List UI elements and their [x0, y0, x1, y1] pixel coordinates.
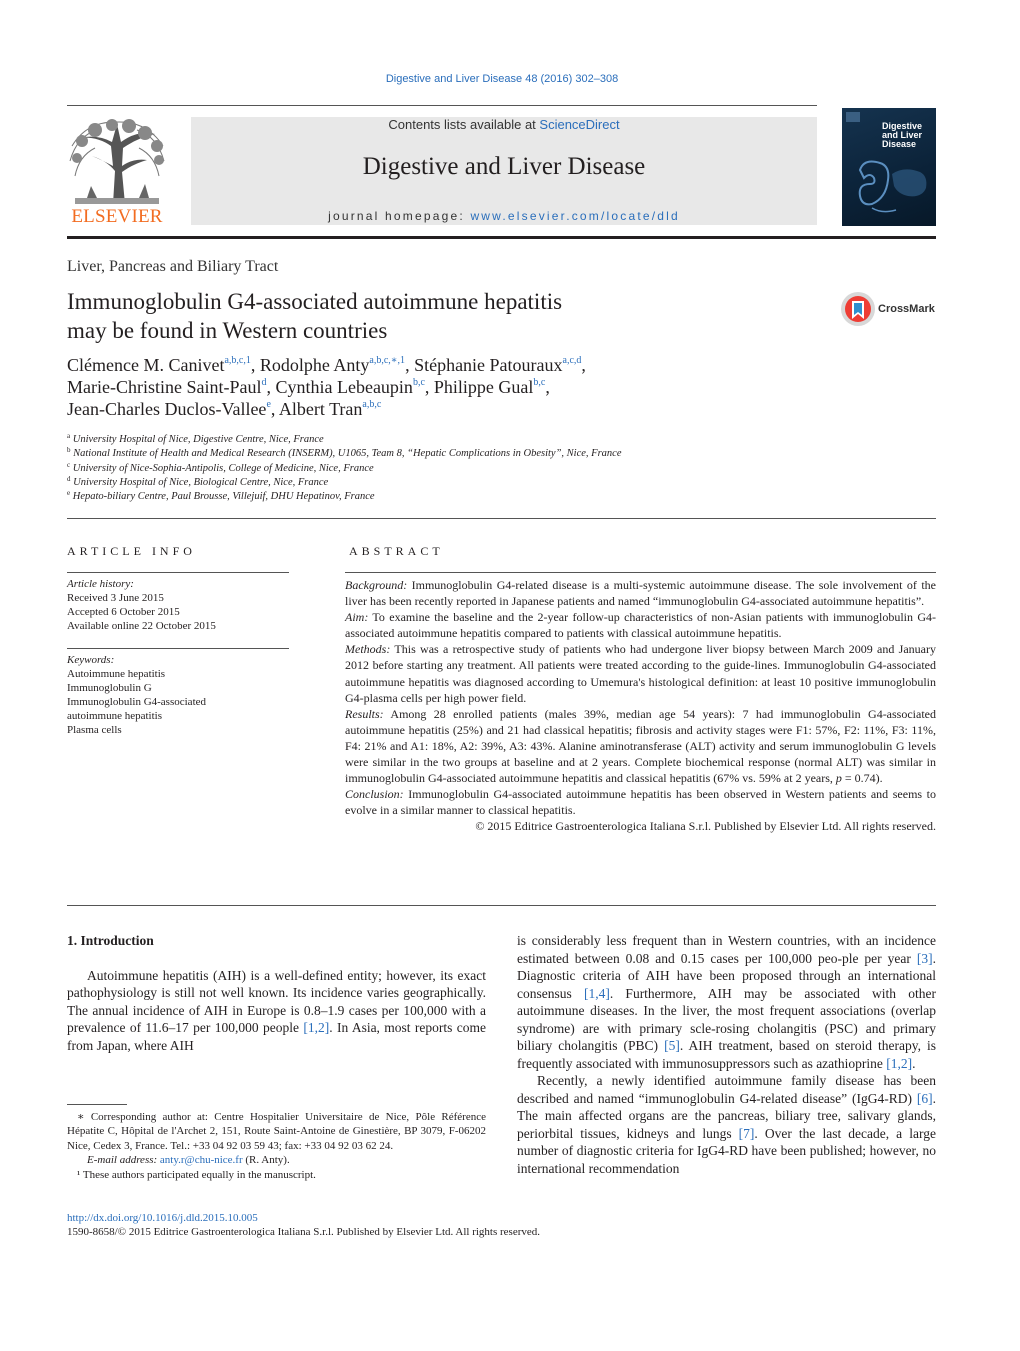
author-separator: ,	[405, 355, 415, 375]
author-affiliation-marks[interactable]: a,b,c,∗,1	[369, 355, 406, 366]
author-line-3	[67, 398, 937, 420]
affiliation-list	[67, 433, 937, 504]
elsevier-logo	[67, 116, 167, 228]
paragraph-text: .	[912, 1055, 916, 1071]
intro-paragraph-1-cont	[517, 932, 936, 1072]
affiliation-mark: e	[67, 489, 71, 498]
abstract-aim	[345, 609, 936, 641]
corresponding-author-note: ∗ Corresponding author at: Centre Hospitalier Universitaire de Nice, Pôle Référence Hépatite C, Hôpital de l'Archet 2, 151, Route Saint-Antoine de Ginestière, BP 3079, F-06202 Nice, Cedex 3, France. Tel.: +33 04 92 03 59 43; fax: +33 04 92 03 62 24.	[67, 1111, 486, 1152]
author-name[interactable]: Clémence M. Canivet	[67, 355, 225, 375]
author-separator: ,	[545, 377, 550, 397]
history-label: Article history:	[67, 578, 134, 590]
affiliation-mark: b	[67, 446, 71, 455]
citation-link[interactable]: [1,2]	[886, 1055, 913, 1071]
paragraph-text: . Diagnostic criteria of AIH have been proposed through an international consensus	[517, 950, 936, 1001]
author-name[interactable]: Cynthia Lebeaupin	[275, 377, 413, 397]
author-affiliation-marks[interactable]: b,c	[412, 377, 425, 388]
abstract-conclusion	[345, 786, 936, 818]
author-name[interactable]: Stéphanie Patouraux	[414, 355, 563, 375]
author-list	[67, 354, 937, 420]
paragraph-text: is considerably less frequent than in Western countries, with an incidence estimated between 0.08 and 0.15 cases per 100,000 peo-ple per year	[517, 933, 936, 966]
article-info-rule	[67, 572, 289, 573]
aim-label: Aim:	[345, 610, 369, 625]
results-p-symbol: p	[835, 771, 842, 786]
intro-paragraph-2	[517, 1072, 936, 1177]
homepage-prefix: journal homepage:	[328, 209, 471, 223]
email-link[interactable]: anty.r@chu-nice.fr	[159, 1154, 243, 1167]
article-title-line-2: may be found in Western countries	[67, 318, 388, 343]
online-date: Available online 22 October 2015	[67, 620, 216, 632]
affiliation-text: Hepato-biliary Centre, Paul Brousse, Villejuif, DHU Hepatinov, France	[72, 491, 375, 503]
background-text: Immunoglobulin G4-related disease is a multi-systemic autoimmune disease. The sole involvement of the liver has been recently reported in Japanese patients and named “immunoglobulin G4-associated autoimmune hepatitis”.	[345, 578, 936, 609]
abstract-background	[345, 577, 936, 609]
footnote-rule	[67, 1104, 127, 1105]
author-affiliation-marks[interactable]: a,b,c	[362, 399, 382, 410]
journal-homepage-link[interactable]: www.elsevier.com/locate/dld	[470, 209, 680, 223]
homepage-line	[191, 209, 817, 223]
article-title	[67, 287, 767, 345]
affiliation-mark: c	[67, 460, 71, 469]
citation-link[interactable]: [1,2]	[303, 1020, 330, 1035]
citation-link[interactable]: [7]	[738, 1125, 755, 1141]
citation-link[interactable]: [6]	[916, 1090, 933, 1106]
keyword-item: Autoimmune hepatitis	[67, 668, 166, 680]
aim-text: To examine the baseline and the 2-year follow-up characteristics of non-Asian patients with immunoglobulin G4-associated autoimmune hepatitis compared to patients with classical autoimmune hepatitis.	[345, 610, 936, 641]
affiliation-text: University of Nice-Sophia-Antipolis, College of Medicine, Nice, France	[72, 462, 374, 474]
affiliation-item	[67, 433, 937, 447]
affiliations-rule	[67, 518, 936, 519]
author-name[interactable]: Rodolphe Anty	[259, 355, 370, 375]
header-bottom-rule	[67, 236, 936, 239]
journal-banner	[191, 117, 817, 225]
abstract-results	[345, 706, 936, 786]
affiliation-mark: a	[67, 432, 71, 440]
article-history	[67, 577, 289, 633]
journal-cover-image	[842, 108, 936, 226]
abstract-rule	[345, 572, 936, 573]
body-column-right	[517, 932, 936, 1177]
crossmark-button[interactable]	[840, 291, 940, 329]
elsevier-wordmark: ELSEVIER	[71, 206, 163, 227]
author-separator: ,	[250, 355, 260, 375]
journal-title: Digestive and Liver Disease	[362, 153, 646, 180]
paragraph-text: . The main affected organs are the pancreas, biliary tree, salivary glands, periorbital tissues, kidneys and lungs	[517, 1090, 936, 1141]
conclusion-text: Immunoglobulin G4-associated autoimmune hepatitis has been observed in Western patients and seems to evolve in a similar manner to classical hepatitis.	[345, 787, 936, 818]
header-top-rule	[67, 105, 817, 106]
affiliation-text: National Institute of Health and Medical Research (INSERM), U1065, Team 8, “Hepatic Complications in Obesity”, Nice, France	[73, 448, 622, 460]
affiliation-text: University Hospital of Nice, Digestive Centre, Nice, France	[72, 434, 324, 445]
author-affiliation-marks[interactable]: d	[261, 377, 267, 388]
author-separator: ,	[581, 355, 586, 375]
results-label: Results:	[345, 706, 384, 721]
crossmark-label: CrossMark	[878, 303, 935, 315]
keyword-item: Immunoglobulin G	[67, 682, 152, 694]
author-name[interactable]: Marie-Christine Saint-Paul	[67, 377, 262, 397]
paragraph-text: . In Asia, most reports come from Japan, where AIH	[67, 1020, 486, 1053]
crossmark-icon	[840, 291, 876, 327]
email-label: E-mail address:	[87, 1154, 160, 1167]
affiliation-item	[67, 462, 937, 476]
keywords-block	[67, 653, 289, 737]
author-separator: ,	[266, 377, 276, 397]
author-affiliation-marks[interactable]: a,b,c,1	[224, 355, 251, 366]
introduction-heading: 1. Introduction	[67, 933, 154, 948]
citation-link[interactable]: [5]	[664, 1038, 680, 1053]
paragraph-text: . Furthermore, AIH may be associated with other autoimmune diseases. In the liver, the most frequent associations (overlap syndrome) are with primary scle-rosing cholangitis (PSC) and primary biliary cholangitis (PBC)	[517, 985, 936, 1053]
paragraph-text: . AIH treatment, based on steroid therapy, is frequently associated with immunosuppressors such as azathioprine	[517, 1038, 936, 1071]
citation-link[interactable]: [3]	[916, 950, 933, 966]
author-name[interactable]: Jean-Charles Duclos-Vallee	[67, 399, 267, 419]
results-text: Among 28 enrolled patients (males 39%, median age 54 years): 7 had immunoglobulin G4-associated autoimmune hepatitis (25%) and 21 had classical hepatitis; fibrosis and activity stages were F1: 57%, F2: 11%, F3: 11%, F4: 21% and A1: 18%, A2: 39%, A3: 43%. Alanine aminotransferase (ALT) activity and serum immunoglobulin G levels were similar in the two groups at baseline and at 2 years. Complete biochemical response (normal ALT) was similar in immunoglobulin G4-associated autoimmune hepatitis and classical hepatitis (67% vs. 59% at 2 years,	[345, 706, 936, 786]
affiliation-item	[67, 476, 937, 490]
author-affiliation-marks[interactable]: b,c	[533, 377, 546, 388]
methods-label: Methods:	[345, 642, 391, 657]
contents-prefix: Contents lists available at	[388, 117, 540, 132]
footnotes	[67, 1110, 486, 1182]
email-suffix: (R. Anty).	[242, 1154, 290, 1167]
citation-link[interactable]: [1,4]	[583, 985, 610, 1001]
abstract-methods	[345, 641, 936, 705]
results-end: = 0.74).	[841, 771, 883, 786]
author-name[interactable]: Philippe Gual	[433, 377, 534, 397]
author-separator: ,	[424, 377, 434, 397]
author-line-1	[67, 354, 937, 376]
paragraph-text: Autoimmune hepatitis (AIH) is a well-defined entity; however, its exact pathophysiology is still not well known. Its incidence varies geographically. The annual incidence of AIH in Europe is 0.8–1.9 cases per 100,000 with a prevalence of 11.6–17 per 100,000 people	[67, 967, 486, 1035]
keyword-item: Immunoglobulin G4-associated	[67, 696, 207, 708]
author-name[interactable]: Albert Tran	[278, 399, 363, 419]
doi-link[interactable]: http://dx.doi.org/10.1016/j.dld.2015.10.005	[67, 1212, 258, 1224]
author-separator: ,	[270, 399, 279, 419]
methods-text: This was a retrospective study of patients who had undergone liver biopsy between March 2009 and January 2012 before starting any treatment. All patients were treated according to the guide-lines. Immunoglobulin G4-associated autoimmune hepatitis was diagnosed according to Umemura's histological definition: at least 10 positive immunoglobulin G4-plasma cells per high power field.	[345, 642, 936, 705]
affiliation-item	[67, 447, 937, 461]
email-note	[67, 1153, 486, 1167]
affiliation-item	[67, 490, 937, 504]
keyword-item: Plasma cells	[67, 724, 122, 736]
keywords-rule	[67, 648, 289, 649]
article-title-line-1: Immunoglobulin G4-associated autoimmune hepatitis	[67, 289, 563, 314]
cover-organ-icon	[842, 108, 936, 226]
sciencedirect-link[interactable]: ScienceDirect	[539, 117, 620, 132]
issn-copyright: 1590-8658/© 2015 Editrice Gastroenterologica Italiana S.r.l. Published by Elsevier Ltd. All rights reserved.	[67, 1226, 541, 1238]
conclusion-label: Conclusion:	[345, 787, 404, 802]
background-label: Background:	[345, 578, 408, 592]
contents-line	[191, 117, 817, 132]
paragraph-text: . Over the last decade, a large number of diagnostic criteria for IgG4-RD have been published; however, no international recommendation	[517, 1125, 936, 1176]
affiliation-mark: d	[67, 474, 71, 483]
accepted-date: Accepted 6 October 2015	[67, 606, 180, 618]
equal-contribution-note: ¹ These authors participated equally in the manuscript.	[77, 1168, 316, 1181]
elsevier-tree-icon	[67, 116, 167, 208]
author-line-2	[67, 376, 937, 398]
cover-title: Digestive and Liver Disease	[882, 121, 923, 149]
journal-reference-link[interactable]: Digestive and Liver Disease 48 (2016) 302–308	[385, 73, 619, 85]
received-date: Received 3 June 2015	[67, 592, 164, 604]
paragraph-text: Recently, a newly identified autoimmune family disease has been described and named “immunoglobulin G4-related disease” (IgG4-RD)	[517, 1073, 936, 1106]
intro-paragraph-1	[67, 967, 486, 1055]
keyword-item: autoimmune hepatitis	[67, 710, 163, 722]
abstract-heading: ABSTRACT	[349, 544, 444, 558]
abstract-body	[345, 577, 936, 835]
author-affiliation-marks[interactable]: e	[266, 399, 271, 410]
article-info-heading: ARTICLE INFO	[67, 544, 196, 558]
affiliation-text: University Hospital of Nice, Biological Centre, Nice, France	[73, 476, 329, 488]
article-section: Liver, Pancreas and Biliary Tract	[67, 258, 279, 275]
abstract-copyright: © 2015 Editrice Gastroenterologica Italiana S.r.l. Published by Elsevier Ltd. All rights reserved.	[475, 819, 936, 834]
body-column-left	[67, 932, 486, 1054]
body-rule	[67, 905, 936, 906]
author-affiliation-marks[interactable]: a,c,d	[562, 355, 582, 366]
keywords-label: Keywords:	[67, 654, 115, 666]
